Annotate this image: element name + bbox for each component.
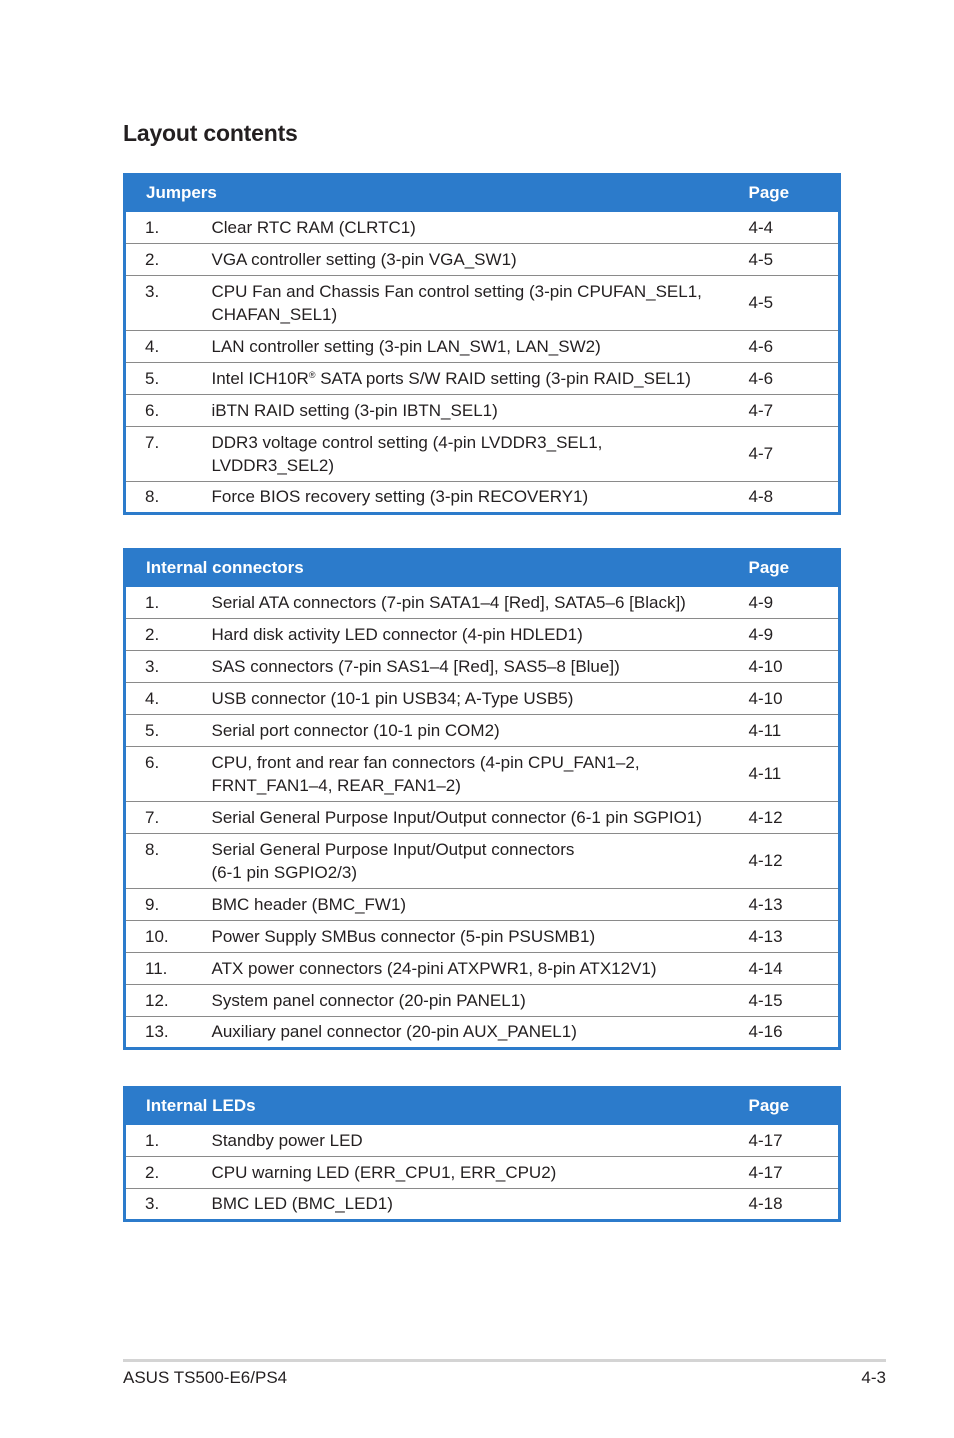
item-description <box>212 1156 740 1188</box>
description-text: USB connector (10-1 pin USB34; A-Type USB5) <box>211 688 574 708</box>
description-text: Auxiliary panel connector (20-pin AUX_PANEL1) <box>211 1022 577 1041</box>
table-row <box>125 984 840 1016</box>
description-text: Serial port connector (10-1 pin COM2) <box>211 720 500 740</box>
item-number: 4. <box>125 330 212 362</box>
item-description <box>212 211 740 243</box>
item-number: 1. <box>145 1130 160 1150</box>
internal-connectors-table <box>123 548 841 1050</box>
page-reference: 4-6 <box>740 330 840 362</box>
description-text: Hard disk activity LED connector (4-pin HDLED1) <box>211 624 583 644</box>
description-text: System panel connector (20-pin PANEL1) <box>211 990 526 1010</box>
description-text-line2: CHAFAN_SEL1) <box>211 304 338 324</box>
table-row <box>125 243 840 275</box>
page-column-heading: Page <box>740 550 840 587</box>
table-row <box>125 211 840 243</box>
table-heading: Internal LEDs <box>125 1088 740 1125</box>
item-number: 3. <box>125 650 212 682</box>
item-description <box>212 394 740 426</box>
item-description <box>212 1016 740 1048</box>
page-reference: 4-14 <box>740 952 840 984</box>
item-number: 1. <box>145 217 160 237</box>
table-row <box>125 394 840 426</box>
item-number: 8. <box>125 481 212 513</box>
description-text: Serial ATA connectors (7-pin SATA1–4 [Red], SATA5–6 [Black]) <box>211 592 686 612</box>
description-text: LAN controller setting (3-pin LAN_SW1, LAN_SW2) <box>211 336 601 356</box>
description-text-line2: (6-1 pin SGPIO2/3) <box>211 862 358 882</box>
item-description <box>212 888 740 920</box>
page-reference: 4-10 <box>740 682 840 714</box>
page-reference: 4-17 <box>740 1156 840 1188</box>
description-text: CPU Fan and Chassis Fan control setting (3-pin CPUFAN_SEL1, <box>211 281 702 301</box>
page-reference: 4-12 <box>740 833 840 888</box>
description-text: CPU, front and rear fan connectors (4-pin CPU_FAN1–2, <box>211 752 640 772</box>
description-text: Standby power LED <box>211 1130 363 1150</box>
table-row <box>125 275 840 330</box>
item-number: 12. <box>125 984 212 1016</box>
page-reference: 4-4 <box>748 217 774 237</box>
item-description <box>212 682 740 714</box>
item-description <box>212 920 740 952</box>
internal-leds-table <box>123 1086 841 1222</box>
description-text: DDR3 voltage control setting (4-pin LVDDR3_SEL1, <box>211 432 603 452</box>
page-reference: 4-10 <box>740 650 840 682</box>
item-number: 7. <box>125 801 212 833</box>
description-text: iBTN RAID setting (3-pin IBTN_SEL1) <box>211 400 498 420</box>
description-text-line2: FRNT_FAN1–4, REAR_FAN1–2) <box>211 775 461 795</box>
page-reference: 4-9 <box>740 618 840 650</box>
page-reference: 4-11 <box>740 714 840 746</box>
page-title: Layout contents <box>123 120 298 146</box>
table-row <box>125 920 840 952</box>
description-text: BMC LED (BMC_LED1) <box>211 1194 393 1213</box>
page-reference: 4-5 <box>740 243 840 275</box>
item-description <box>212 426 740 481</box>
page-reference: 4-12 <box>740 801 840 833</box>
item-number: 3. <box>125 275 212 330</box>
page-reference: 4-16 <box>740 1016 840 1048</box>
item-description <box>212 618 740 650</box>
item-description <box>212 746 740 801</box>
table-row <box>125 888 840 920</box>
item-number: 6. <box>125 746 212 801</box>
item-number: 1. <box>145 592 160 612</box>
item-description <box>212 481 740 513</box>
item-number: 4. <box>125 682 212 714</box>
table-row <box>125 618 840 650</box>
description-text: CPU warning LED (ERR_CPU1, ERR_CPU2) <box>211 1162 557 1182</box>
description-text: ATX power connectors (24-pini ATXPWR1, 8-pin ATX12V1) <box>211 958 657 978</box>
description-text: VGA controller setting (3-pin VGA_SW1) <box>211 249 517 269</box>
page-reference: 4-15 <box>740 984 840 1016</box>
page-reference: 4-7 <box>740 426 840 481</box>
page-reference: 4-6 <box>740 362 840 394</box>
page-column-heading: Page <box>740 1088 840 1125</box>
item-number: 3. <box>125 1188 212 1220</box>
table-row <box>125 801 840 833</box>
table-row <box>125 481 840 513</box>
description-text: Intel ICH10R <box>211 368 309 388</box>
item-number: 11. <box>125 952 212 984</box>
page-reference: 4-7 <box>740 394 840 426</box>
table-row <box>125 714 840 746</box>
table-row <box>125 833 840 888</box>
page-reference: 4-13 <box>740 920 840 952</box>
item-description <box>212 586 740 618</box>
footer-divider <box>123 1359 886 1362</box>
item-number: 2. <box>125 1156 212 1188</box>
item-description <box>212 243 740 275</box>
item-number: 8. <box>125 833 212 888</box>
item-description <box>212 984 740 1016</box>
item-number: 9. <box>125 888 212 920</box>
description-text: Serial General Purpose Input/Output connector (6-1 pin SGPIO1) <box>211 807 702 827</box>
table-row <box>125 952 840 984</box>
page-reference: 4-8 <box>740 481 840 513</box>
description-text: Clear RTC RAM (CLRTC1) <box>211 217 416 237</box>
table-row <box>125 1124 840 1156</box>
table-row <box>125 1016 840 1048</box>
footer-product-name: ASUS TS500-E6/PS4 <box>123 1368 288 1387</box>
item-number: 13. <box>125 1016 212 1048</box>
item-description <box>212 714 740 746</box>
item-number: 2. <box>125 243 212 275</box>
description-text-line2: LVDDR3_SEL2) <box>211 455 335 475</box>
item-description <box>212 952 740 984</box>
item-number: 10. <box>125 920 212 952</box>
table-row <box>125 330 840 362</box>
page-reference: 4-17 <box>748 1130 783 1150</box>
jumpers-table <box>123 173 841 515</box>
item-number: 6. <box>125 394 212 426</box>
page-reference: 4-11 <box>740 746 840 801</box>
page-reference: 4-18 <box>740 1188 840 1220</box>
table-row <box>125 682 840 714</box>
registered-trademark-mark: ® <box>308 369 316 380</box>
description-text: SAS connectors (7-pin SAS1–4 [Red], SAS5–8 [Blue]) <box>211 656 620 676</box>
table-row <box>125 362 840 394</box>
table-row <box>125 586 840 618</box>
footer-page-number: 4-3 <box>861 1368 886 1387</box>
item-number: 7. <box>125 426 212 481</box>
item-description <box>212 1124 740 1156</box>
item-number: 5. <box>125 362 212 394</box>
item-description <box>212 650 740 682</box>
description-text: BMC header (BMC_FW1) <box>211 894 407 914</box>
description-text-continued: SATA ports S/W RAID setting (3-pin RAID_SEL1) <box>315 368 691 388</box>
item-description <box>212 330 740 362</box>
table-row <box>125 650 840 682</box>
table-row <box>125 1188 840 1220</box>
page-reference: 4-13 <box>740 888 840 920</box>
page-column-heading: Page <box>740 175 840 212</box>
item-description <box>212 275 740 330</box>
page-reference: 4-9 <box>748 592 774 612</box>
table-row <box>125 426 840 481</box>
item-description <box>212 833 740 888</box>
item-description <box>212 1188 740 1220</box>
table-row <box>125 1156 840 1188</box>
item-number: 2. <box>125 618 212 650</box>
item-description <box>212 801 740 833</box>
description-text: Serial General Purpose Input/Output connectors <box>211 839 575 859</box>
table-row <box>125 746 840 801</box>
description-text: Force BIOS recovery setting (3-pin RECOVERY1) <box>211 487 589 506</box>
page-reference: 4-5 <box>740 275 840 330</box>
item-description <box>212 362 740 394</box>
item-number: 5. <box>125 714 212 746</box>
table-heading: Internal connectors <box>125 550 740 587</box>
description-text: Power Supply SMBus connector (5-pin PSUSMB1) <box>211 926 596 946</box>
table-heading: Jumpers <box>125 175 740 212</box>
